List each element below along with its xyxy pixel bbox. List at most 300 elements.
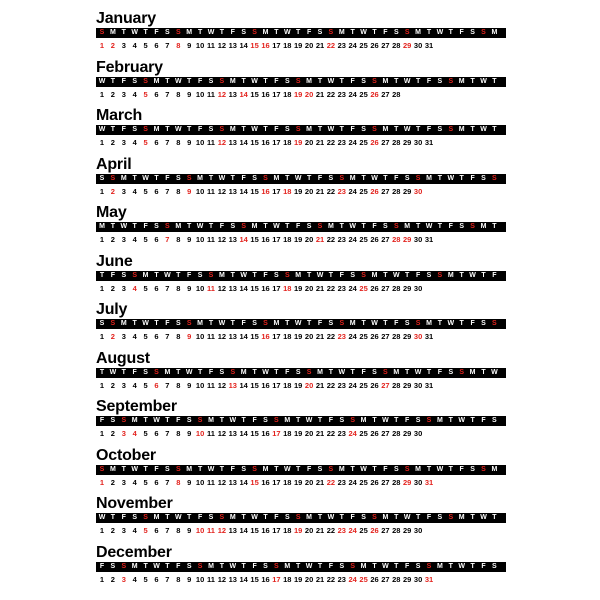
weekday-label: M (447, 271, 454, 279)
weekday-label: W (229, 562, 237, 570)
day-number: 3 (121, 138, 126, 147)
day-number: 11 (207, 41, 215, 50)
day-number: 22 (326, 574, 336, 584)
day-number: 5 (143, 186, 148, 196)
day-number: 16 (261, 332, 270, 341)
weekday-label: W (382, 417, 389, 424)
weekday-label: M (491, 465, 498, 473)
weekday-label: S (448, 514, 454, 521)
day-number: 13 (228, 477, 237, 487)
weekday-label: W (294, 174, 302, 182)
weekday-label: S (219, 368, 225, 376)
weekday-label: S (404, 465, 410, 473)
weekday-label: F (306, 29, 312, 36)
weekday-label: M (436, 417, 443, 424)
day-row (96, 575, 506, 585)
weekday-label: T (328, 271, 334, 279)
weekday-label: F (470, 320, 475, 327)
day-number: 13 (228, 429, 237, 438)
weekday-label: S (339, 562, 345, 570)
weekday-label: F (328, 417, 334, 424)
weekday-label: T (481, 271, 486, 279)
weekday-label: T (274, 29, 279, 36)
weekday-label: S (481, 465, 486, 473)
day-number: 1 (99, 235, 105, 244)
day-number: 18 (283, 574, 292, 584)
weekday-label: F (285, 368, 290, 376)
day-number: 24 (348, 429, 357, 438)
weekday-label: T (187, 223, 192, 230)
weekday-label: S (448, 77, 454, 85)
day-row (96, 381, 506, 391)
weekday-label: F (230, 465, 235, 473)
weekday-label: F (154, 465, 159, 473)
day-number: 20 (304, 283, 314, 293)
day-number: 7 (165, 429, 170, 438)
weekday-label: S (143, 77, 148, 85)
weekday-label: S (317, 465, 323, 473)
day-row (96, 90, 506, 100)
weekday-label: M (208, 562, 214, 570)
day-number: 2 (110, 235, 115, 244)
day-number: 9 (187, 186, 192, 196)
day-number: 2 (110, 138, 115, 147)
weekday-label: S (361, 514, 366, 521)
weekday-label: S (295, 77, 301, 85)
weekday-label: T (372, 465, 377, 473)
day-number: 29 (403, 186, 412, 196)
weekday-label: F (317, 174, 323, 182)
weekday-label: S (328, 465, 334, 473)
weekday-label: S (99, 465, 105, 473)
weekday-label: S (393, 29, 399, 36)
weekday-label: F (252, 417, 257, 424)
day-number: 28 (392, 283, 401, 293)
day-number: 22 (326, 429, 336, 438)
day-number: 10 (195, 138, 205, 147)
day-number: 5 (143, 574, 148, 584)
weekday-label: T (306, 320, 312, 327)
weekday-label: W (327, 126, 335, 133)
weekday-label: M (458, 514, 465, 521)
weekday-label: W (371, 174, 378, 182)
weekday-label: T (317, 126, 323, 133)
day-number: 19 (294, 235, 303, 244)
day-number: 13 (228, 526, 237, 535)
day-number: 26 (370, 235, 379, 244)
day-number: 26 (370, 283, 379, 293)
day-number: 16 (261, 138, 270, 147)
weekday-label: S (99, 29, 105, 36)
weekday-label: T (132, 223, 137, 230)
weekday-bar (96, 465, 506, 475)
day-number: 9 (187, 429, 192, 438)
weekday-bar (96, 77, 506, 87)
weekday-label: S (481, 320, 486, 327)
weekday-label: S (437, 271, 443, 279)
day-number: 26 (370, 138, 379, 147)
day-number: 25 (359, 526, 368, 535)
weekday-label: S (99, 174, 105, 182)
weekday-label: W (327, 77, 335, 85)
day-number: 23 (337, 429, 346, 438)
day-number: 26 (370, 526, 379, 535)
day-number: 21 (315, 429, 325, 438)
weekday-label: M (153, 126, 160, 133)
weekday-label: W (458, 417, 465, 424)
weekday-label: S (208, 77, 214, 85)
day-number: 27 (381, 429, 390, 438)
day-number: 21 (315, 380, 325, 390)
day-number: 25 (359, 429, 368, 438)
weekday-label: W (207, 465, 215, 473)
day-number: 12 (217, 186, 227, 196)
day-number: 22 (326, 283, 336, 293)
month-name: March (96, 107, 143, 124)
weekday-label: S (219, 126, 225, 133)
weekday-label: S (241, 223, 247, 230)
weekday-label: M (229, 126, 236, 133)
weekday-label: M (120, 320, 127, 327)
weekday-label: S (426, 271, 432, 279)
day-number: 10 (195, 380, 205, 390)
weekday-label: S (241, 29, 247, 36)
day-number: 28 (392, 138, 401, 147)
weekday-label: S (175, 174, 181, 182)
day-number: 29 (403, 574, 412, 584)
weekday-label: M (197, 320, 204, 327)
weekday-label: M (458, 126, 465, 133)
weekday-label: T (437, 174, 443, 182)
weekday-label: W (305, 562, 313, 570)
day-number: 30 (413, 380, 423, 390)
day-number: 3 (121, 574, 126, 584)
weekday-label: S (328, 174, 334, 182)
weekday-label: W (240, 271, 247, 279)
day-number: 6 (154, 332, 159, 341)
weekday-label: T (110, 514, 116, 521)
day-number: 6 (154, 574, 159, 584)
weekday-label: S (372, 514, 377, 521)
weekday-label: S (284, 126, 290, 133)
day-number: 17 (272, 429, 281, 438)
weekday-label: W (98, 77, 106, 85)
weekday-bar (96, 222, 506, 232)
day-number: 14 (239, 138, 248, 147)
month-november (0, 495, 600, 543)
day-number: 6 (154, 477, 159, 487)
day-number: 27 (381, 380, 390, 390)
weekday-label: T (219, 562, 225, 570)
weekday-label: S (459, 368, 465, 376)
day-number: 6 (154, 429, 159, 438)
day-number: 10 (195, 186, 205, 196)
month-name: June (96, 252, 133, 270)
day-number: 27 (381, 186, 390, 196)
day-number: 20 (304, 332, 314, 341)
day-number: 11 (207, 283, 215, 293)
day-number: 23 (337, 138, 346, 147)
weekday-label: W (283, 465, 291, 473)
day-number: 13 (228, 574, 237, 584)
day-number: 24 (348, 235, 357, 244)
day-number: 8 (176, 41, 181, 50)
day-number: 5 (143, 138, 148, 147)
weekday-label: F (274, 514, 279, 521)
weekday-label: W (142, 320, 149, 327)
weekday-label: S (121, 562, 127, 570)
day-number: 8 (176, 138, 181, 147)
day-number: 5 (143, 429, 148, 438)
day-number: 19 (294, 283, 303, 293)
weekday-label: W (131, 465, 138, 473)
day-number: 23 (337, 380, 346, 390)
day-number: 2 (110, 380, 115, 390)
weekday-label: F (350, 514, 355, 521)
month-june (0, 253, 600, 301)
day-number: 18 (283, 138, 292, 147)
weekday-label: S (492, 320, 497, 327)
weekday-label: S (284, 77, 290, 85)
day-number: 22 (326, 332, 336, 341)
day-number: 24 (348, 186, 357, 196)
weekday-label: W (142, 174, 149, 182)
day-number: 16 (261, 283, 270, 293)
day-number: 15 (250, 41, 259, 50)
weekday-label: S (274, 271, 279, 279)
weekday-bar (96, 562, 506, 572)
day-number: 25 (359, 574, 368, 584)
weekday-label: T (132, 174, 137, 182)
weekday-label: F (350, 126, 355, 133)
day-number: 19 (294, 332, 303, 341)
weekday-label: M (284, 562, 291, 570)
day-number: 7 (165, 89, 170, 99)
day-number: 1 (99, 477, 105, 487)
weekday-label: T (230, 271, 235, 279)
weekday-label: M (131, 562, 138, 570)
day-number: 22 (326, 477, 336, 487)
weekday-label: W (447, 320, 455, 327)
weekday-label: S (361, 77, 366, 85)
weekday-label: F (328, 562, 334, 570)
weekday-label: T (219, 417, 225, 424)
day-number: 4 (132, 283, 137, 293)
day-number: 1 (99, 429, 105, 438)
weekday-label: T (165, 562, 170, 570)
weekday-label: F (121, 77, 126, 85)
weekday-label: W (294, 320, 302, 327)
weekday-label: F (296, 223, 301, 230)
weekday-label: S (415, 417, 421, 424)
day-number: 29 (403, 380, 412, 390)
day-number: 18 (283, 526, 292, 535)
day-number: 18 (283, 380, 292, 390)
day-number: 26 (370, 41, 379, 50)
weekday-label: T (154, 271, 159, 279)
day-number: 27 (381, 41, 390, 50)
weekday-label: T (143, 465, 148, 473)
weekday-label: S (165, 223, 170, 230)
weekday-label: M (208, 417, 214, 424)
weekday-label: M (142, 271, 149, 279)
weekday-label: M (349, 174, 356, 182)
weekday-label: T (372, 562, 377, 570)
weekday-label: T (165, 126, 170, 133)
weekday-label: T (306, 271, 312, 279)
day-number: 30 (413, 235, 423, 244)
day-number: 25 (359, 332, 368, 341)
weekday-label: S (448, 126, 454, 133)
day-number: 16 (261, 574, 270, 584)
weekday-label: F (176, 417, 181, 424)
weekday-label: T (339, 514, 344, 521)
month-name: April (96, 155, 132, 173)
day-number: 16 (261, 429, 270, 438)
weekday-label: M (262, 465, 269, 473)
day-number: 31 (424, 477, 434, 487)
weekday-label: F (415, 271, 421, 279)
day-number: 8 (176, 283, 181, 293)
weekday-label: T (459, 271, 464, 279)
day-number: 5 (143, 526, 148, 535)
weekday-label: M (436, 562, 443, 570)
weekday-bar (96, 271, 506, 281)
weekday-label: M (382, 77, 389, 85)
day-number: 22 (326, 89, 336, 99)
weekday-label: M (415, 465, 422, 473)
day-number: 17 (272, 526, 281, 535)
day-number: 11 (207, 526, 215, 535)
day-number: 20 (304, 526, 314, 535)
weekday-label: S (437, 126, 443, 133)
day-number: 31 (424, 380, 434, 390)
day-number: 25 (359, 89, 368, 99)
weekday-label: W (185, 368, 193, 376)
day-number: 11 (207, 477, 215, 487)
day-number: 21 (315, 574, 325, 584)
day-number: 19 (294, 380, 303, 390)
day-number: 4 (132, 235, 137, 244)
day-number: 7 (165, 332, 170, 341)
day-number: 28 (392, 235, 401, 244)
weekday-label: T (492, 514, 497, 521)
day-number: 1 (99, 138, 105, 147)
day-number: 17 (272, 380, 281, 390)
weekday-label: S (415, 562, 421, 570)
weekday-label: T (208, 320, 214, 327)
weekday-label: W (414, 368, 422, 376)
weekday-label: S (306, 368, 312, 376)
weekday-label: T (263, 126, 268, 133)
weekday-label: T (415, 77, 421, 85)
day-number: 28 (392, 89, 401, 99)
day-number: 16 (261, 186, 270, 196)
day-number: 20 (304, 41, 314, 50)
weekday-label: T (426, 29, 432, 36)
day-number: 17 (272, 235, 281, 244)
day-number: 10 (195, 574, 205, 584)
day-number: 17 (272, 283, 281, 293)
day-number: 27 (381, 574, 390, 584)
day-number: 23 (337, 41, 346, 50)
month-july (0, 301, 600, 349)
day-number: 4 (132, 429, 137, 438)
weekday-label: S (448, 368, 454, 376)
weekday-bar (96, 368, 506, 378)
weekday-label: T (110, 126, 116, 133)
weekday-label: T (415, 514, 421, 521)
day-number: 14 (239, 186, 248, 196)
day-number: 9 (187, 41, 192, 50)
weekday-label: M (273, 174, 280, 182)
day-number: 4 (132, 477, 137, 487)
weekday-label: S (426, 562, 432, 570)
day-number: 29 (403, 283, 412, 293)
weekday-label: T (372, 29, 377, 36)
day-number: 30 (413, 138, 423, 147)
weekday-label: T (470, 77, 475, 85)
weekday-label: T (274, 368, 279, 376)
weekday-label: S (350, 271, 356, 279)
weekday-label: S (110, 417, 116, 424)
weekday-label: F (405, 417, 410, 424)
weekday-label: F (132, 368, 137, 376)
day-number: 10 (195, 477, 205, 487)
weekday-label: S (110, 320, 116, 327)
weekday-label: W (382, 562, 389, 570)
weekday-label: M (109, 29, 116, 36)
weekday-label: T (274, 465, 279, 473)
weekday-label: S (252, 174, 257, 182)
weekday-label: W (327, 514, 335, 521)
day-number: 9 (187, 283, 192, 293)
day-number: 4 (132, 89, 137, 99)
weekday-label: T (350, 368, 355, 376)
weekday-label: T (154, 320, 159, 327)
weekday-label: S (143, 514, 148, 521)
weekday-label: S (492, 562, 497, 570)
weekday-label: S (470, 29, 475, 36)
day-number: 12 (217, 41, 227, 50)
day-number: 12 (217, 526, 227, 535)
weekday-label: W (251, 126, 258, 133)
weekday-label: F (154, 29, 159, 36)
weekday-label: T (361, 320, 366, 327)
weekday-label: T (317, 417, 323, 424)
day-number: 22 (326, 380, 336, 390)
weekday-label: T (426, 368, 432, 376)
weekday-label: F (110, 271, 116, 279)
weekday-label: W (469, 271, 476, 279)
weekday-label: M (197, 174, 204, 182)
day-number: 2 (110, 332, 115, 341)
weekday-label: W (164, 271, 171, 279)
weekday-label: F (481, 417, 486, 424)
weekday-label: S (339, 320, 345, 327)
day-number: 18 (283, 332, 292, 341)
weekday-label: T (372, 417, 377, 424)
weekday-label: S (175, 29, 181, 36)
weekday-label: S (186, 562, 192, 570)
weekday-label: S (263, 562, 268, 570)
day-number: 18 (283, 41, 292, 50)
weekday-label: F (187, 271, 192, 279)
day-number: 5 (143, 41, 148, 50)
day-number: 23 (337, 477, 346, 487)
weekday-label: M (349, 320, 356, 327)
weekday-label: T (110, 77, 116, 85)
